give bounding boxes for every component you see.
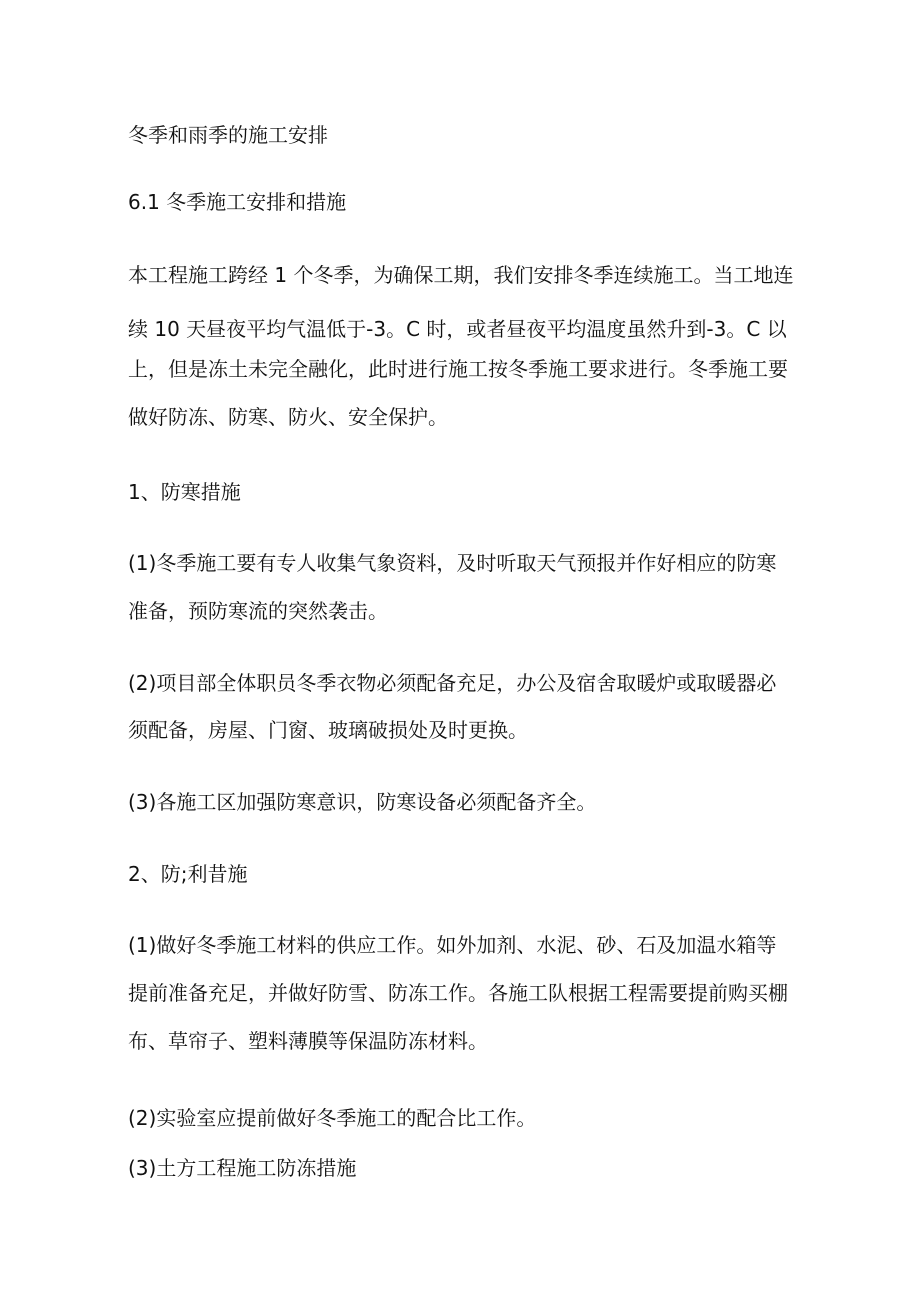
intro-line-3: 上，但是冻土未完全融化，此时进行施工按冬季施工要求进行。冬季施工要 (128, 357, 788, 381)
freeze-item3: (3)土方工程施工防冻措施 (128, 1156, 357, 1180)
cold-item2-line-1: (2)项目部全体职员冬季衣物必须配备充足，办公及宿舍取暖炉或取暖器必 (128, 671, 777, 695)
intro-line-2: 续 10 天昼夜平均气温低于-3。C 时，或者昼夜平均温度虽然升到-3。C 以 (128, 317, 787, 341)
cold-item1-line-2: 准备，预防寒流的突然袭击。 (128, 599, 388, 623)
cold-item3: (3)各施工区加强防寒意识，防寒设备必须配备齐全。 (128, 790, 597, 814)
cold-item2-line-2: 须配备，房屋、门窗、玻璃破损处及时更换。 (128, 718, 528, 742)
intro-line-4: 做好防冻、防寒、防火、安全保护。 (128, 405, 448, 429)
section-heading: 6.1 冬季施工安排和措施 (128, 190, 347, 214)
freeze-item1-line-2: 提前准备充足，并做好防雪、防冻工作。各施工队根据工程需要提前购买棚 (128, 981, 788, 1005)
cold-item1-line-1: (1)冬季施工要有专人收集气象资料，及时听取天气预报并作好相应的防寒 (128, 551, 777, 575)
cold-protection-heading: 1、防寒措施 (128, 480, 241, 504)
freeze-item1-line-1: (1)做好冬季施工材料的供应工作。如外加剂、水泥、砂、石及加温水箱等 (128, 933, 777, 957)
freeze-item2: (2)实验室应提前做好冬季施工的配合比工作。 (128, 1106, 537, 1130)
document-title: 冬季和雨季的施工安排 (128, 123, 328, 147)
freeze-protection-heading: 2、防;利昔施 (128, 862, 248, 886)
intro-line-1: 本工程施工跨经 1 个冬季，为确保工期，我们安排冬季连续施工。当工地连 (128, 263, 794, 287)
freeze-item1-line-3: 布、草帘子、塑料薄膜等保温防冻材料。 (128, 1029, 488, 1053)
